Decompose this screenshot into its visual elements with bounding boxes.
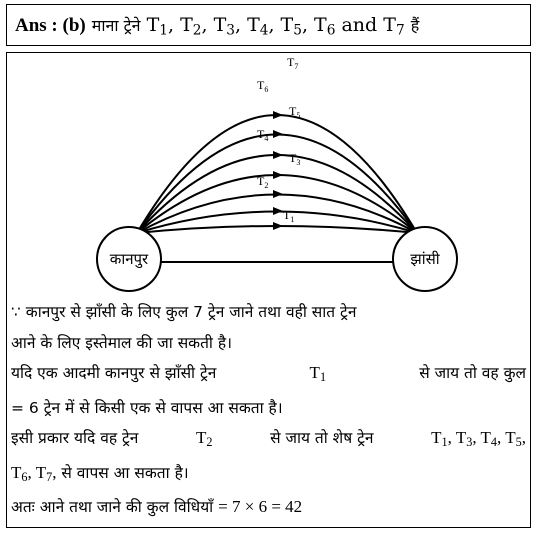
arrow-t3 <box>273 190 283 198</box>
arrow-t7 <box>273 111 283 119</box>
explanation-line: = 6 ट्रेन में से किसी एक से वापस आ सकता है। <box>11 398 283 417</box>
answer-label: Ans : (b) <box>15 15 86 36</box>
train-label-t2: $T_2$ <box>257 174 269 190</box>
explanation-line: ∵ कानपुर से झाँसी के लिए कुल 7 ट्रेन जाने तथा वही सात ट्रेन <box>11 303 357 321</box>
arrow-t5 <box>273 151 283 159</box>
arrow-t2 <box>273 207 283 215</box>
explanation-fragment: से जाय तो शेष ट्रेन <box>270 429 374 448</box>
train-label-t3: $T_3$ <box>289 151 301 167</box>
explanation-fragment: से वापस आ सकता है। <box>61 463 189 482</box>
train-arc-t6 <box>137 135 417 234</box>
header-train-list <box>146 14 342 39</box>
explanation-line: आने के लिए इस्तेमाल की जा सकती है। <box>11 333 232 352</box>
kanpur-label: कानपुर <box>109 250 149 268</box>
explanation-text <box>11 297 526 523</box>
explanation-fragment: यदि एक आदमी कानपुर से झाँसी ट्रेन <box>11 364 217 382</box>
train-label-t6: $T_6$ <box>257 78 269 94</box>
header-and: and <box>341 14 378 36</box>
train-list: $T_1$, $T_3$, $T_4$, $T_5$, <box>431 428 526 450</box>
header-train: $T_6$ <box>314 14 336 39</box>
header-train: $T_5$, <box>280 14 308 39</box>
header-last-train: $T_7$ <box>383 14 405 39</box>
header-train: $T_3$, <box>213 14 242 39</box>
header-train: $T_4$, <box>247 14 275 39</box>
train-route-diagram <box>7 53 530 293</box>
header-verb: हैं <box>410 16 420 35</box>
explanation-line <box>11 358 526 393</box>
arrow-t6 <box>273 130 283 138</box>
arrow-t1 <box>273 222 283 230</box>
header-train: $T_1$, <box>146 14 175 39</box>
arrow-t4 <box>273 171 283 179</box>
train-label-t1: $T_1$ <box>283 208 295 224</box>
header-train: $T_2$, <box>180 14 208 39</box>
jhansi-label: झांसी <box>410 250 440 268</box>
header-text <box>15 14 419 38</box>
header-intro: माना ट्रेने <box>91 16 141 35</box>
explanation-line <box>11 492 526 523</box>
explanation-fragment: से जाय तो वह कुल <box>419 364 526 382</box>
train-list: $T_6$, $T_7$, <box>11 462 57 484</box>
explanation-fragment: अतः आने तथा जाने की कुल विधियाँ <box>11 498 214 517</box>
answer-header <box>6 4 531 46</box>
train-label-t5: $T_5$ <box>289 104 301 120</box>
solution-box <box>6 52 531 528</box>
final-formula: = 7 × 6 = 42 <box>218 497 303 517</box>
train-label-t4: $T_4$ <box>257 127 269 143</box>
explanation-fragment: इसी प्रकार यदि वह ट्रेन <box>11 429 139 448</box>
train-ref: $T_1$ <box>309 363 327 385</box>
train-ref: $T_2$ <box>195 428 213 450</box>
train-label-t7: $T_7$ <box>287 55 299 71</box>
explanation-line <box>11 423 526 458</box>
explanation-line <box>11 458 526 493</box>
